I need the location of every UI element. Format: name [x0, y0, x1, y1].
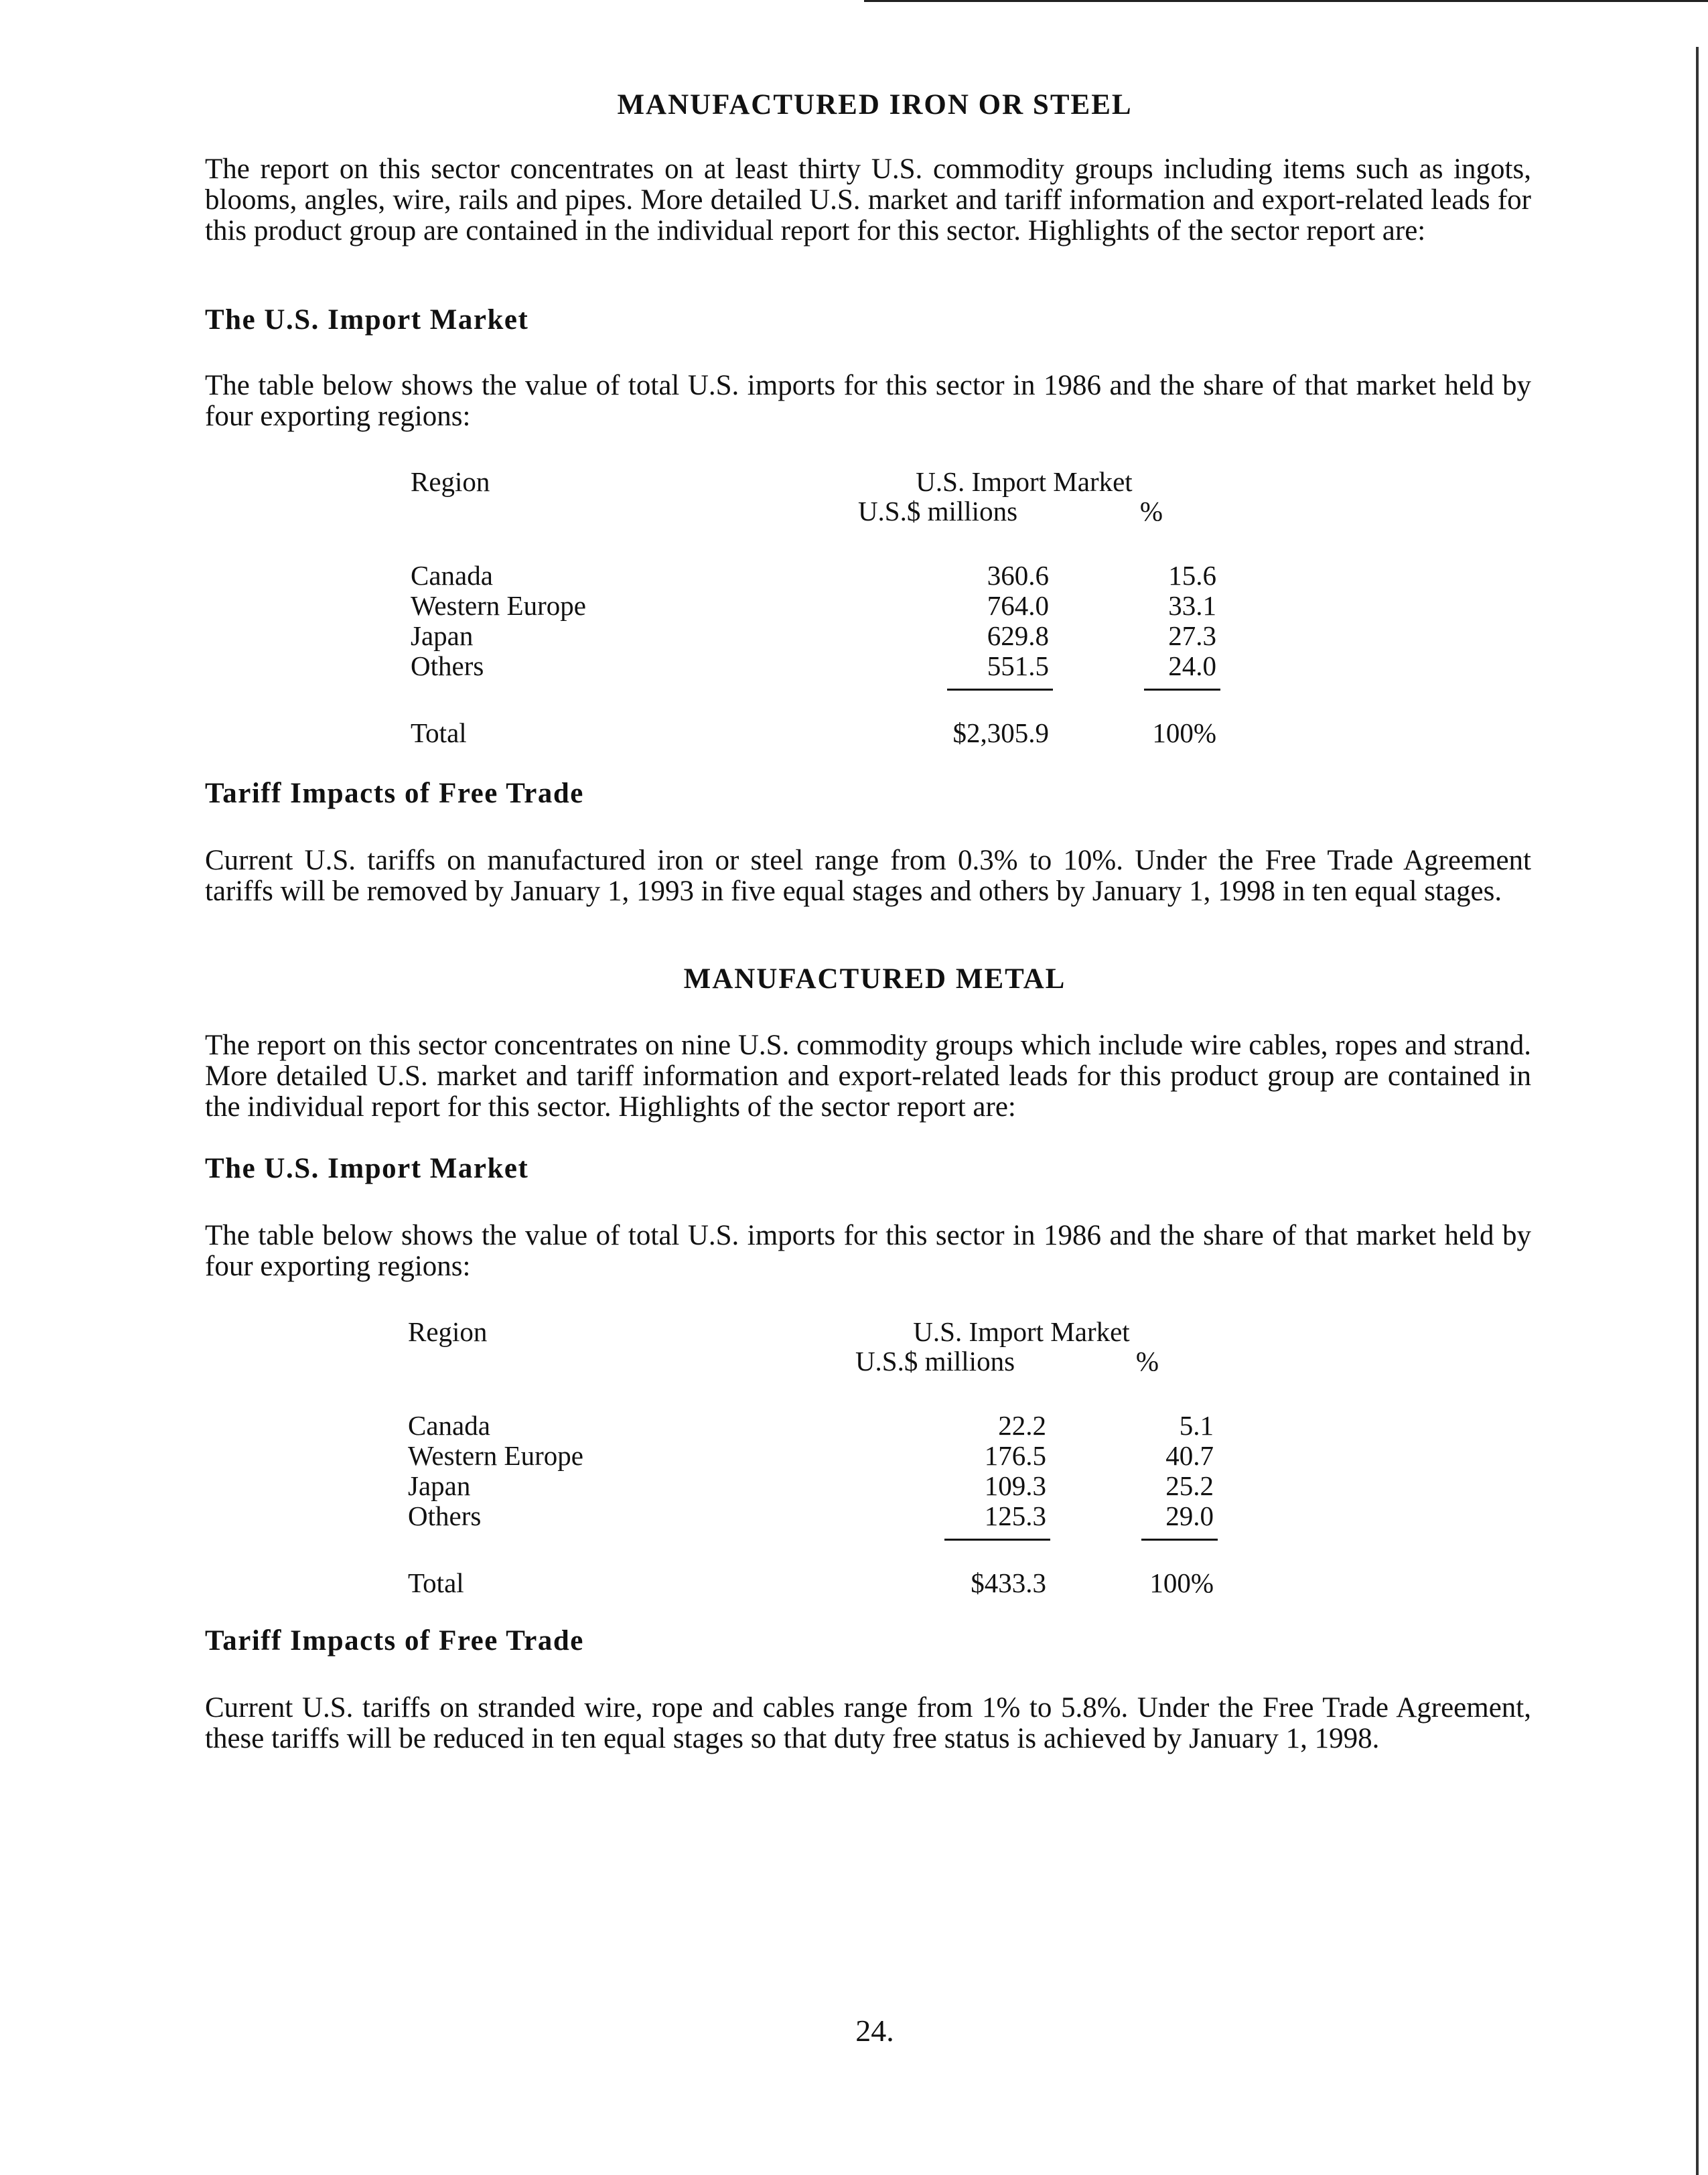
total-pct: 100% [1152, 717, 1216, 748]
import-market-text-metal: The table below shows the value of total U.S. imports for this sector in 1986 and the share of that market held by four exporting regions: [205, 1220, 1531, 1282]
section-title-iron-steel: MANUFACTURED IRON OR STEEL [617, 89, 1133, 121]
import-market-heading-metal: The U.S. Import Market [205, 1153, 529, 1184]
import-table-iron-steel [205, 466, 1545, 760]
table-row-region: Western Europe [411, 590, 586, 621]
page-edge-top [864, 0, 1708, 2]
tariff-text-iron-steel: Current U.S. tariffs on manufactured iron or steel range from 0.3% to 10%. Under the Free Trade Agreement tariffs will be removed by January 1, 1993 in five equal stages and others by January 1, 1998 in ten equal stages. [205, 845, 1531, 907]
tariff-heading-metal: Tariff Impacts of Free Trade [205, 1625, 584, 1657]
col-header-pct: % [1135, 1346, 1159, 1377]
col-header-region: Region [411, 466, 490, 497]
table-row-value: 176.5 [984, 1440, 1046, 1471]
col-header-value: U.S.$ millions [855, 1346, 1015, 1377]
table-row-pct: 15.6 [1168, 560, 1216, 591]
table-row-value: 22.2 [998, 1410, 1046, 1441]
table-row-value: 629.8 [987, 620, 1049, 651]
col-header-region: Region [408, 1316, 488, 1347]
table-row-pct: 29.0 [1165, 1500, 1214, 1531]
import-market-text-iron-steel: The table below shows the value of total U.S. imports for this sector in 1986 and the share of that market held by four exporting regions: [205, 370, 1531, 432]
tariff-text-metal: Current U.S. tariffs on stranded wire, rope and cables range from 1% to 5.8%. Under the Free Trade Agreement, these tariffs will be reduced in ten equal stages so that duty free status is achieved by January 1, 1998. [205, 1692, 1531, 1754]
table-row-region: Japan [408, 1470, 471, 1501]
tariff-heading-iron-steel: Tariff Impacts of Free Trade [205, 778, 584, 809]
import-market-heading-iron-steel: The U.S. Import Market [205, 304, 529, 336]
table-row-value: 360.6 [987, 560, 1049, 591]
table-row-region: Others [411, 650, 484, 681]
section-intro-metal: The report on this sector concentrates on nine U.S. commodity groups which include wire cables, ropes and strand. More detailed U.S. market and tariff information and export-related leads for this product group are contained in the individual report for this sector. Highlights of the sector report are: [205, 1030, 1531, 1123]
table-row-pct: 27.3 [1168, 620, 1216, 651]
table-row-value: 109.3 [984, 1470, 1046, 1501]
page-number: 24. [855, 2014, 894, 2048]
total-label: Total [408, 1567, 464, 1598]
table-row-region: Canada [408, 1410, 490, 1441]
col-header-market: U.S. Import Market [913, 1316, 1130, 1347]
table-row-pct: 33.1 [1168, 590, 1216, 621]
import-table-metal [205, 1316, 1545, 1610]
table-row-region: Others [408, 1500, 482, 1531]
subtotal-rule [944, 1539, 1050, 1541]
total-pct: 100% [1149, 1567, 1214, 1598]
total-value: $433.3 [971, 1567, 1046, 1598]
table-row-value: 764.0 [987, 590, 1049, 621]
subtotal-rule [1141, 1539, 1218, 1541]
table-row-region: Japan [411, 620, 474, 651]
table-row-region: Western Europe [408, 1440, 583, 1471]
page-edge-right [1696, 47, 1699, 2175]
table-row-value: 125.3 [984, 1500, 1046, 1531]
subtotal-rule [1144, 689, 1220, 691]
section-title-metal: MANUFACTURED METAL [683, 963, 1066, 995]
table-row-pct: 5.1 [1179, 1410, 1214, 1441]
section-intro-iron-steel: The report on this sector concentrates on at least thirty U.S. commodity groups including items such as ingots, blooms, angles, wire, rails and pipes. More detailed U.S. market and tariff information and export-related leads for this product group are contained in the individual report for this sector. Highlights of the sector report are: [205, 153, 1531, 247]
col-header-market: U.S. Import Market [916, 466, 1133, 497]
col-header-pct: % [1139, 496, 1163, 527]
col-header-value: U.S.$ millions [857, 496, 1018, 527]
table-row-value: 551.5 [987, 650, 1049, 681]
table-row-pct: 25.2 [1165, 1470, 1214, 1501]
total-label: Total [411, 717, 467, 748]
table-row-pct: 40.7 [1165, 1440, 1214, 1471]
table-row-region: Canada [411, 560, 493, 591]
subtotal-rule [947, 689, 1053, 691]
table-row-pct: 24.0 [1168, 650, 1216, 681]
total-value: $2,305.9 [952, 717, 1049, 748]
